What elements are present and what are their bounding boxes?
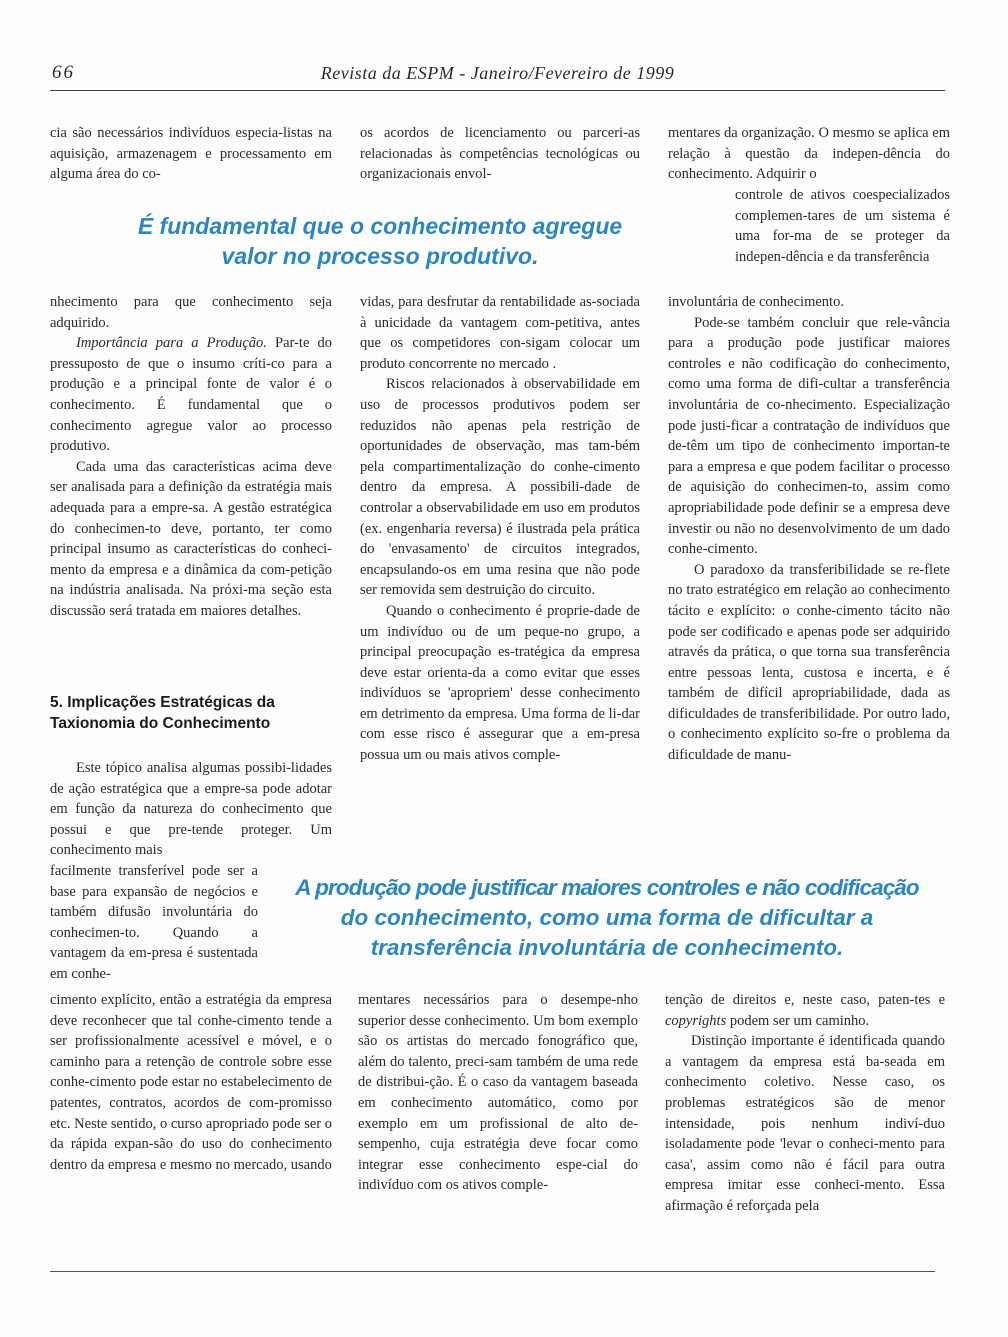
- col2-mid-p2: Riscos relacionados à observabilidade em uso de processos produtivos podem ser reduzidos não apenas pela restrição de oportunidades de observação, mas tam-bém pela compartimentalização do conhe-cimento dentro da empresa. A possibili-dade de controlar a observabilidade em uso em produtos (ex. engenharia reversa) é ilustrada pela prática do 'envasamento' de circuitos integrados, encapsulando-os em uma resina que não pode ser removida sem destruição do circuito.: [360, 376, 640, 599]
- col3-bottom-p1: [665, 990, 945, 1031]
- col1-section-narrow: [50, 861, 258, 985]
- page-number: 66: [52, 62, 75, 83]
- col2-top-text: os acordos de licenciamento ou parceri-as relacionadas às competências tecnológicas ou organizacionais envol-: [360, 125, 640, 183]
- col3-bottom-p1-end: podem ser um caminho.: [726, 1012, 870, 1029]
- col3-bottom-p1-start: tenção de direitos e, neste caso, paten-tes e: [665, 992, 945, 1008]
- col1-section-full: [50, 758, 332, 861]
- col1-mid-p2: [50, 333, 332, 457]
- col3-mid-p1: involuntária de conhecimento.: [668, 294, 844, 310]
- col2-mid: [360, 292, 640, 766]
- pullquote-2: [262, 873, 952, 963]
- col1-section-p1-cont: facilmente transferível pode ser a base para expansão de negócios e também difusão involuntária do conhecimen-to. Quando a vantagem da em-presa é sustentada em conhe-: [50, 863, 258, 982]
- col3-top-text: mentares da organização. O mesmo se aplica em relação à questão da indepen-dência do conhecimento. Adquirir o: [668, 125, 950, 183]
- section-heading-line1: 5. Implicações Estratégicas da: [50, 694, 275, 711]
- col1-top: [50, 123, 332, 185]
- col3-narrow-text: controle de ativos coespecializados complemen-tares de um sistema é uma for-ma de se proteger da indepen-dência e da transferência: [735, 187, 950, 265]
- col3-mid-p3: O paradoxo da transferibilidade se re-flete no trato estratégico em relação ao conhecimento tácito e explícito: o conhe-cimento tácito não pode ser codificado e apenas pode ser adquirido através da prática, o que torna sua transferência entre pessoas lenta, custosa e incerta, e é também de difícil apropriabilidade, dada as dificuldades de transferibilidade. Por outro lado, o conhecimento explícito so-fre o problema da dificuldade de manu-: [668, 561, 950, 764]
- section-heading-line2: Taxionomia do Conhecimento: [50, 715, 271, 732]
- pullquote-2-line2: do conhecimento, como uma forma de dificultar a: [340, 905, 874, 930]
- col3-top: [668, 123, 950, 185]
- subheading-importancia: Importância para a Produção.: [76, 335, 267, 352]
- pullquote-2-line3: transferência involuntária de conhecimento.: [370, 935, 844, 960]
- pullquote-1-line2: valor no processo produtivo.: [221, 243, 539, 269]
- col1-mid: [50, 292, 332, 622]
- col1-mid-p1: nhecimento para que conhecimento seja adquirido.: [50, 294, 332, 331]
- col2-bottom-text: mentares necessários para o desempe-nho superior desse conhecimento. Um bom exemplo são os artistas do mercado fonográfico que, além do talento, preci-sam também de uma rede de distribui-ção. É o caso da vantagem baseada em conhecimento automático, como por exemplo em um profissional de alto de-sempenho, cuja estratégia deve focar como integrar esse conhecimento espe-cial do indivíduo com os ativos comple-: [358, 992, 638, 1194]
- col2-mid-p3: Quando o conhecimento é proprie-dade de um indivíduo ou de um peque-no grupo, a principal preocupação es-tratégica da empresa deve estar orienta-da a como evitar que esses indivíduos se 'apropriem' desse conhecimento em detrimento da empresa. Uma forma de li-dar com esse risco é assegurar que a em-presa possua um ou mais ativos comple-: [360, 602, 640, 764]
- col3-narrow: [735, 185, 950, 267]
- col3-bottom-p2: Distinção importante é identificada quando a vantagem da empresa está ba-seada em conhecimento coletivo. Nesse caso, os problemas estratégicos são de menor intensidade, pois nenhum indiví-duo isoladamente pode 'levar o conheci-mento para casa', assim como não é fácil para outra empresa imitar esse conheci-mento. Essa afirmação é reforçada pela: [665, 1033, 945, 1214]
- col2-bottom: [358, 990, 638, 1196]
- col1-bottom: [50, 990, 332, 1175]
- col1-mid-p2-text: Par-te do pressuposto de que o insumo críti-co para a produção e a principal fonte de valor é o conhecimento. É fundamental que o conhecimento agregue valor ao processo produtivo.: [50, 335, 332, 455]
- col2-mid-p1: vidas, para desfrutar da rentabilidade as-sociada à unicidade da vantagem com-petitiva, antes que os competidores con-sigam colocar um produto concorrente no mercado .: [360, 294, 640, 372]
- col3-mid-p2: Pode-se também concluir que rele-vância para a produção pode justificar maiores controles e não codificação do conhecimento, como uma forma de difi-cultar a transferência involuntária de co-nhecimento. Especialização pode justi-ficar a contratação de indivíduos que de-têm um tipo de conhecimento importan-te para a empresa e que podem facilitar o processo de aquisição do conhecimen-to, assim como apropriabilidade pode definir se a empresa deve investir ou não no desenvolvimento de um dado conhe-cimento.: [668, 314, 950, 558]
- journal-title: Revista da ESPM - Janeiro/Fevereiro de 1999: [320, 63, 675, 83]
- col1-top-text: cia são necessários indivíduos especia-listas na aquisição, armazenagem e processamento em alguma área do co-: [50, 125, 332, 183]
- running-header: [50, 62, 945, 91]
- col1-mid-p3: Cada uma das características acima deve ser analisada para a definição da estratégia mais adequada para a empre-sa. A gestão estratégica do conhecimen-to deve, portanto, ter como principal insumo as características do conheci-mento da empresa e a dinâmica da com-petição na indústria analisada. Na próxi-ma seção esta discussão será tratada em maiores detalhes.: [50, 458, 332, 619]
- col1-bottom-text: cimento explícito, então a estratégia da empresa deve reconhecer que tal conhe-cimento tende a ser profissionalmente acessível e móvel, e o caminho para a retenção de controle sobre esse conhe-cimento pode estar no estabelecimento de patentes, contratos, acordos de com-promisso etc. Neste sentido, o curso apropriado pode ser o da rápida expan-são do uso do conhecimento dentro da empresa e mesmo no mercado, usando: [50, 992, 332, 1173]
- pullquote-1-line1: É fundamental que o conhecimento agregue: [137, 213, 623, 239]
- col1-section-p1: Este tópico analisa algumas possibi-lidades de ação estratégica que a empre-sa pode adotar em função da natureza do conhecimento que possui e que pre-tende proteger. Um conhecimento mais: [50, 760, 332, 859]
- col3-mid: [668, 292, 950, 766]
- col2-top: [360, 123, 640, 185]
- section-heading: [50, 692, 335, 734]
- copyrights-term: copyrights: [665, 1012, 727, 1029]
- pullquote-2-line1: A produção pode justificar maiores controles e não codificação: [295, 875, 919, 900]
- pullquote-1: [60, 211, 700, 271]
- col3-bottom: [665, 990, 945, 1217]
- footer-rule: [50, 1271, 935, 1272]
